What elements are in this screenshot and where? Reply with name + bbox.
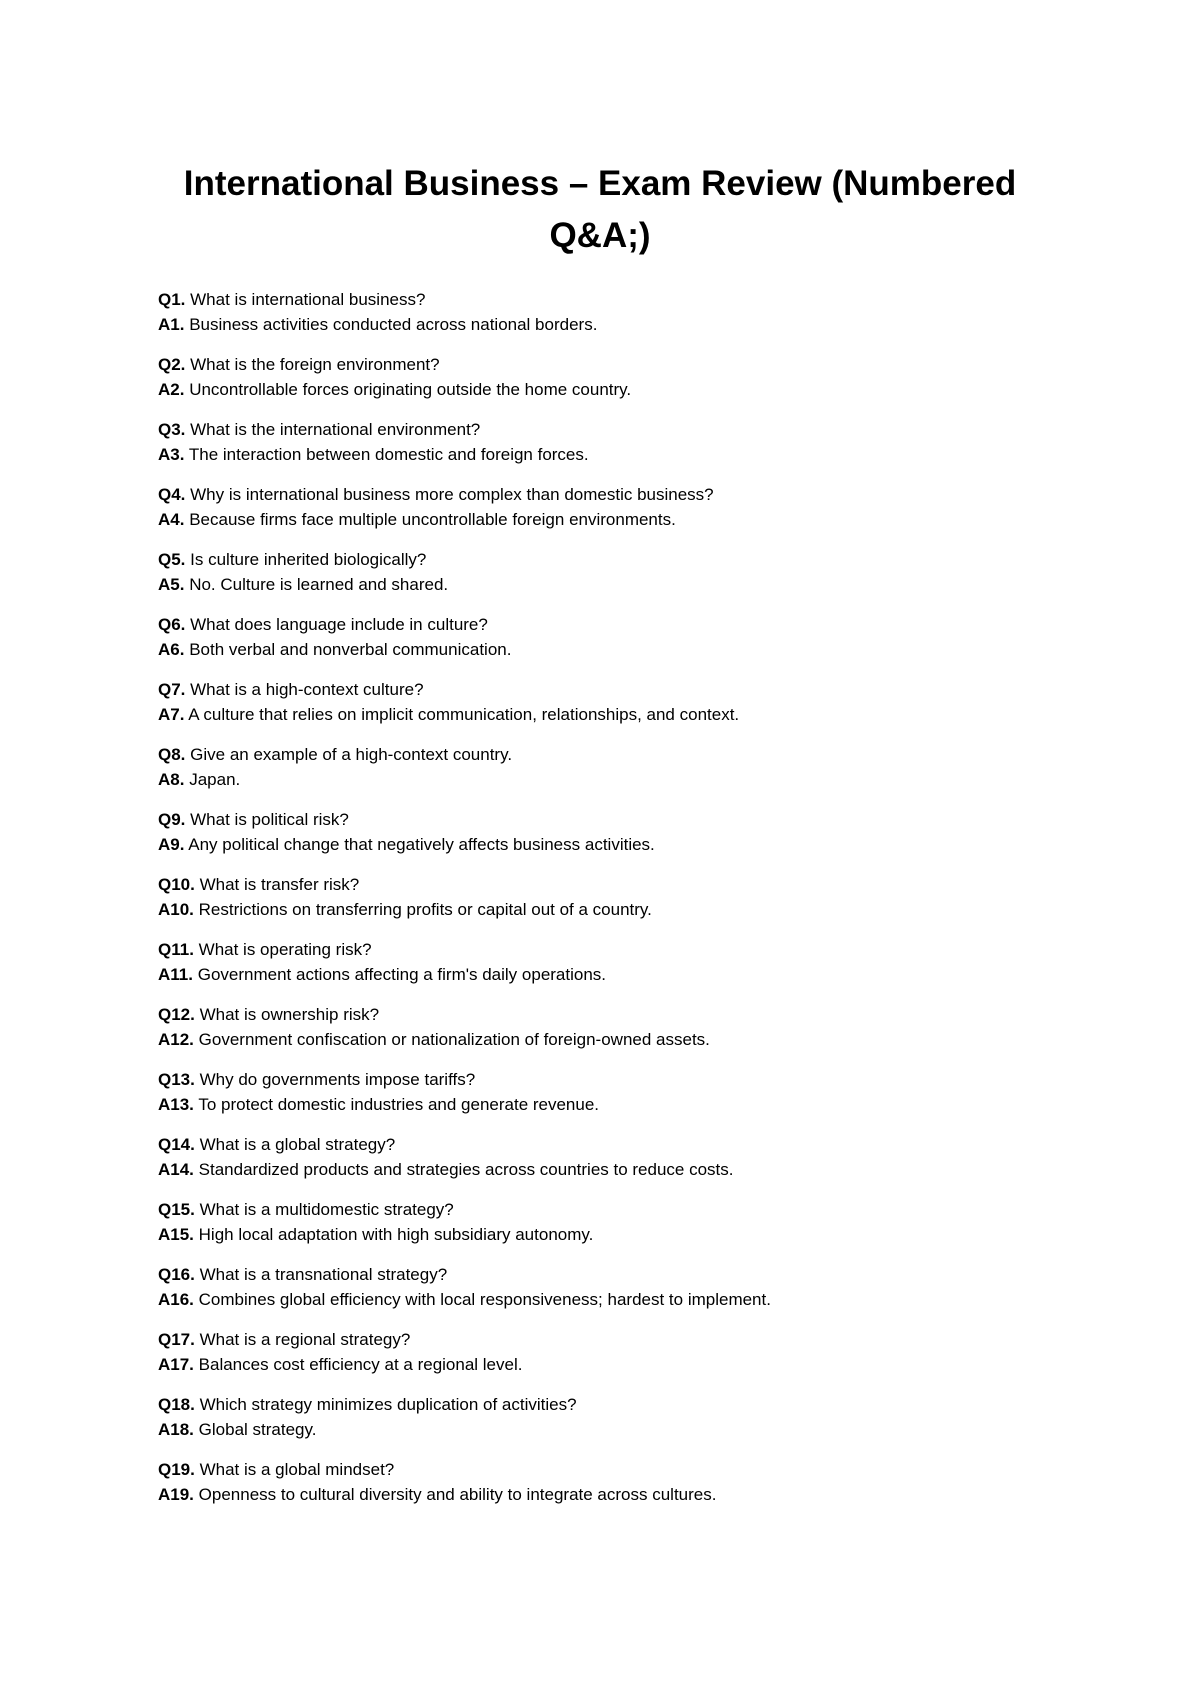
answer-line (158, 1483, 1058, 1508)
document-title: International Business – Exam Review (Numbered Q&A;) (183, 164, 1017, 255)
answer-text: Openness to cultural diversity and ability to integrate across cultures. (198, 1484, 717, 1504)
question-number: Q17. (158, 1330, 195, 1349)
answer-text: Global strategy. (198, 1419, 317, 1439)
question-line (158, 418, 1058, 443)
answer-text: High local adaptation with high subsidiary autonomy. (198, 1224, 594, 1244)
question-number: Q2. (158, 355, 186, 374)
question-line (158, 743, 1058, 768)
qa-item (158, 1328, 1058, 1393)
question-text: What is operating risk? (198, 940, 372, 959)
question-number: Q13. (158, 1070, 195, 1089)
answer-text: Any political change that negatively affects business activities. (188, 834, 655, 854)
answer-text: Uncontrollable forces originating outside the home country. (189, 379, 632, 399)
answer-number: A16. (158, 1289, 194, 1309)
question-text: What is a global strategy? (199, 1135, 396, 1154)
question-number: Q18. (158, 1395, 195, 1414)
question-text: What is international business? (190, 290, 426, 309)
answer-number: A12. (158, 1029, 194, 1049)
qa-item (158, 1198, 1058, 1263)
question-number: Q1. (158, 290, 186, 309)
answer-number: A18. (158, 1419, 194, 1439)
question-line (158, 678, 1058, 703)
question-number: Q10. (158, 875, 195, 894)
question-number: Q19. (158, 1460, 195, 1479)
answer-text: To protect domestic industries and generate revenue. (198, 1094, 600, 1114)
question-line (158, 483, 1058, 508)
answer-text: The interaction between domestic and foreign forces. (188, 444, 589, 464)
question-number: Q8. (158, 745, 186, 764)
question-number: Q11. (158, 940, 194, 959)
answer-line (158, 573, 1058, 598)
qa-item (158, 1068, 1058, 1133)
question-text: What is a global mindset? (199, 1460, 395, 1479)
answer-text: Because firms face multiple uncontrollable foreign environments. (189, 509, 676, 529)
qa-item (158, 613, 1058, 678)
qa-item (158, 808, 1058, 873)
question-line (158, 1393, 1058, 1418)
question-number: Q12. (158, 1005, 195, 1024)
answer-line (158, 1418, 1058, 1443)
question-text: Is culture inherited biologically? (190, 550, 427, 569)
answer-line (158, 1028, 1058, 1053)
question-text: What is a transnational strategy? (199, 1265, 448, 1284)
qa-item (158, 548, 1058, 613)
answer-text: Government confiscation or nationalization of foreign-owned assets. (198, 1029, 710, 1049)
qa-item (158, 938, 1058, 1003)
answer-text: Restrictions on transferring profits or capital out of a country. (198, 899, 652, 919)
answer-line (158, 703, 1058, 728)
question-line (158, 613, 1058, 638)
question-text: What is a high-context culture? (190, 680, 424, 699)
answer-text: Government actions affecting a firm's daily operations. (197, 964, 607, 984)
answer-number: A10. (158, 899, 194, 919)
answer-number: A1. (158, 314, 185, 334)
question-line (158, 938, 1058, 963)
answer-text: Business activities conducted across national borders. (189, 314, 598, 334)
answer-text: Combines global efficiency with local responsiveness; hardest to implement. (198, 1289, 771, 1309)
qa-item (158, 873, 1058, 938)
answer-number: A19. (158, 1484, 194, 1504)
answer-line (158, 1288, 1058, 1313)
answer-number: A7. (158, 704, 185, 724)
answer-line (158, 833, 1058, 858)
answer-line (158, 1353, 1058, 1378)
answer-line (158, 508, 1058, 533)
question-text: What is transfer risk? (199, 875, 360, 894)
answer-line (158, 1223, 1058, 1248)
answer-line (158, 638, 1058, 663)
question-text: What is a regional strategy? (199, 1330, 411, 1349)
question-number: Q15. (158, 1200, 195, 1219)
qa-item (158, 353, 1058, 418)
question-line (158, 1068, 1058, 1093)
qa-item (158, 1133, 1058, 1198)
answer-line (158, 768, 1058, 793)
answer-line (158, 443, 1058, 468)
question-text: What does language include in culture? (190, 615, 488, 634)
question-number: Q6. (158, 615, 186, 634)
question-text: Why do governments impose tariffs? (199, 1070, 476, 1089)
question-line (158, 873, 1058, 898)
answer-text: No. Culture is learned and shared. (189, 574, 449, 594)
question-number: Q14. (158, 1135, 195, 1154)
qa-item (158, 1458, 1058, 1523)
qa-item (158, 743, 1058, 808)
answer-number: A8. (158, 769, 185, 789)
question-number: Q16. (158, 1265, 195, 1284)
question-line (158, 1003, 1058, 1028)
question-number: Q5. (158, 550, 186, 569)
question-number: Q9. (158, 810, 186, 829)
qa-item (158, 418, 1058, 483)
question-text: What is a multidomestic strategy? (199, 1200, 454, 1219)
question-text: Why is international business more complex than domestic business? (190, 485, 714, 504)
question-text: Give an example of a high-context country. (190, 745, 513, 764)
question-line (158, 1133, 1058, 1158)
answer-text: Balances cost efficiency at a regional level. (198, 1354, 523, 1374)
question-line (158, 1263, 1058, 1288)
answer-text: Japan. (189, 769, 241, 789)
answer-number: A15. (158, 1224, 194, 1244)
answer-number: A11. (158, 964, 193, 984)
qa-item (158, 1393, 1058, 1458)
question-text: What is political risk? (190, 810, 349, 829)
answer-line (158, 378, 1058, 403)
qa-item (158, 1263, 1058, 1328)
question-text: What is the international environment? (190, 420, 481, 439)
answer-number: A3. (158, 444, 185, 464)
answer-line (158, 1093, 1058, 1118)
question-line (158, 548, 1058, 573)
question-line (158, 288, 1058, 313)
answer-number: A13. (158, 1094, 194, 1114)
answer-number: A4. (158, 509, 185, 529)
answer-line (158, 963, 1058, 988)
answer-number: A5. (158, 574, 185, 594)
qa-list (158, 288, 1058, 1523)
answer-line (158, 898, 1058, 923)
qa-item (158, 678, 1058, 743)
question-line (158, 1458, 1058, 1483)
answer-text: Standardized products and strategies across countries to reduce costs. (198, 1159, 734, 1179)
answer-line (158, 1158, 1058, 1183)
question-text: What is ownership risk? (199, 1005, 380, 1024)
qa-item (158, 483, 1058, 548)
question-line (158, 808, 1058, 833)
question-number: Q3. (158, 420, 186, 439)
question-line (158, 1328, 1058, 1353)
question-text: Which strategy minimizes duplication of activities? (199, 1395, 577, 1414)
answer-number: A6. (158, 639, 185, 659)
answer-text: Both verbal and nonverbal communication. (189, 639, 512, 659)
question-text: What is the foreign environment? (190, 355, 440, 374)
answer-number: A17. (158, 1354, 194, 1374)
answer-number: A2. (158, 379, 185, 399)
qa-item (158, 1003, 1058, 1068)
question-number: Q4. (158, 485, 186, 504)
answer-line (158, 313, 1058, 338)
answer-number: A14. (158, 1159, 194, 1179)
question-number: Q7. (158, 680, 186, 699)
answer-text: A culture that relies on implicit communication, relationships, and context. (188, 704, 740, 724)
answer-number: A9. (158, 834, 185, 854)
question-line (158, 353, 1058, 378)
qa-item (158, 288, 1058, 353)
question-line (158, 1198, 1058, 1223)
